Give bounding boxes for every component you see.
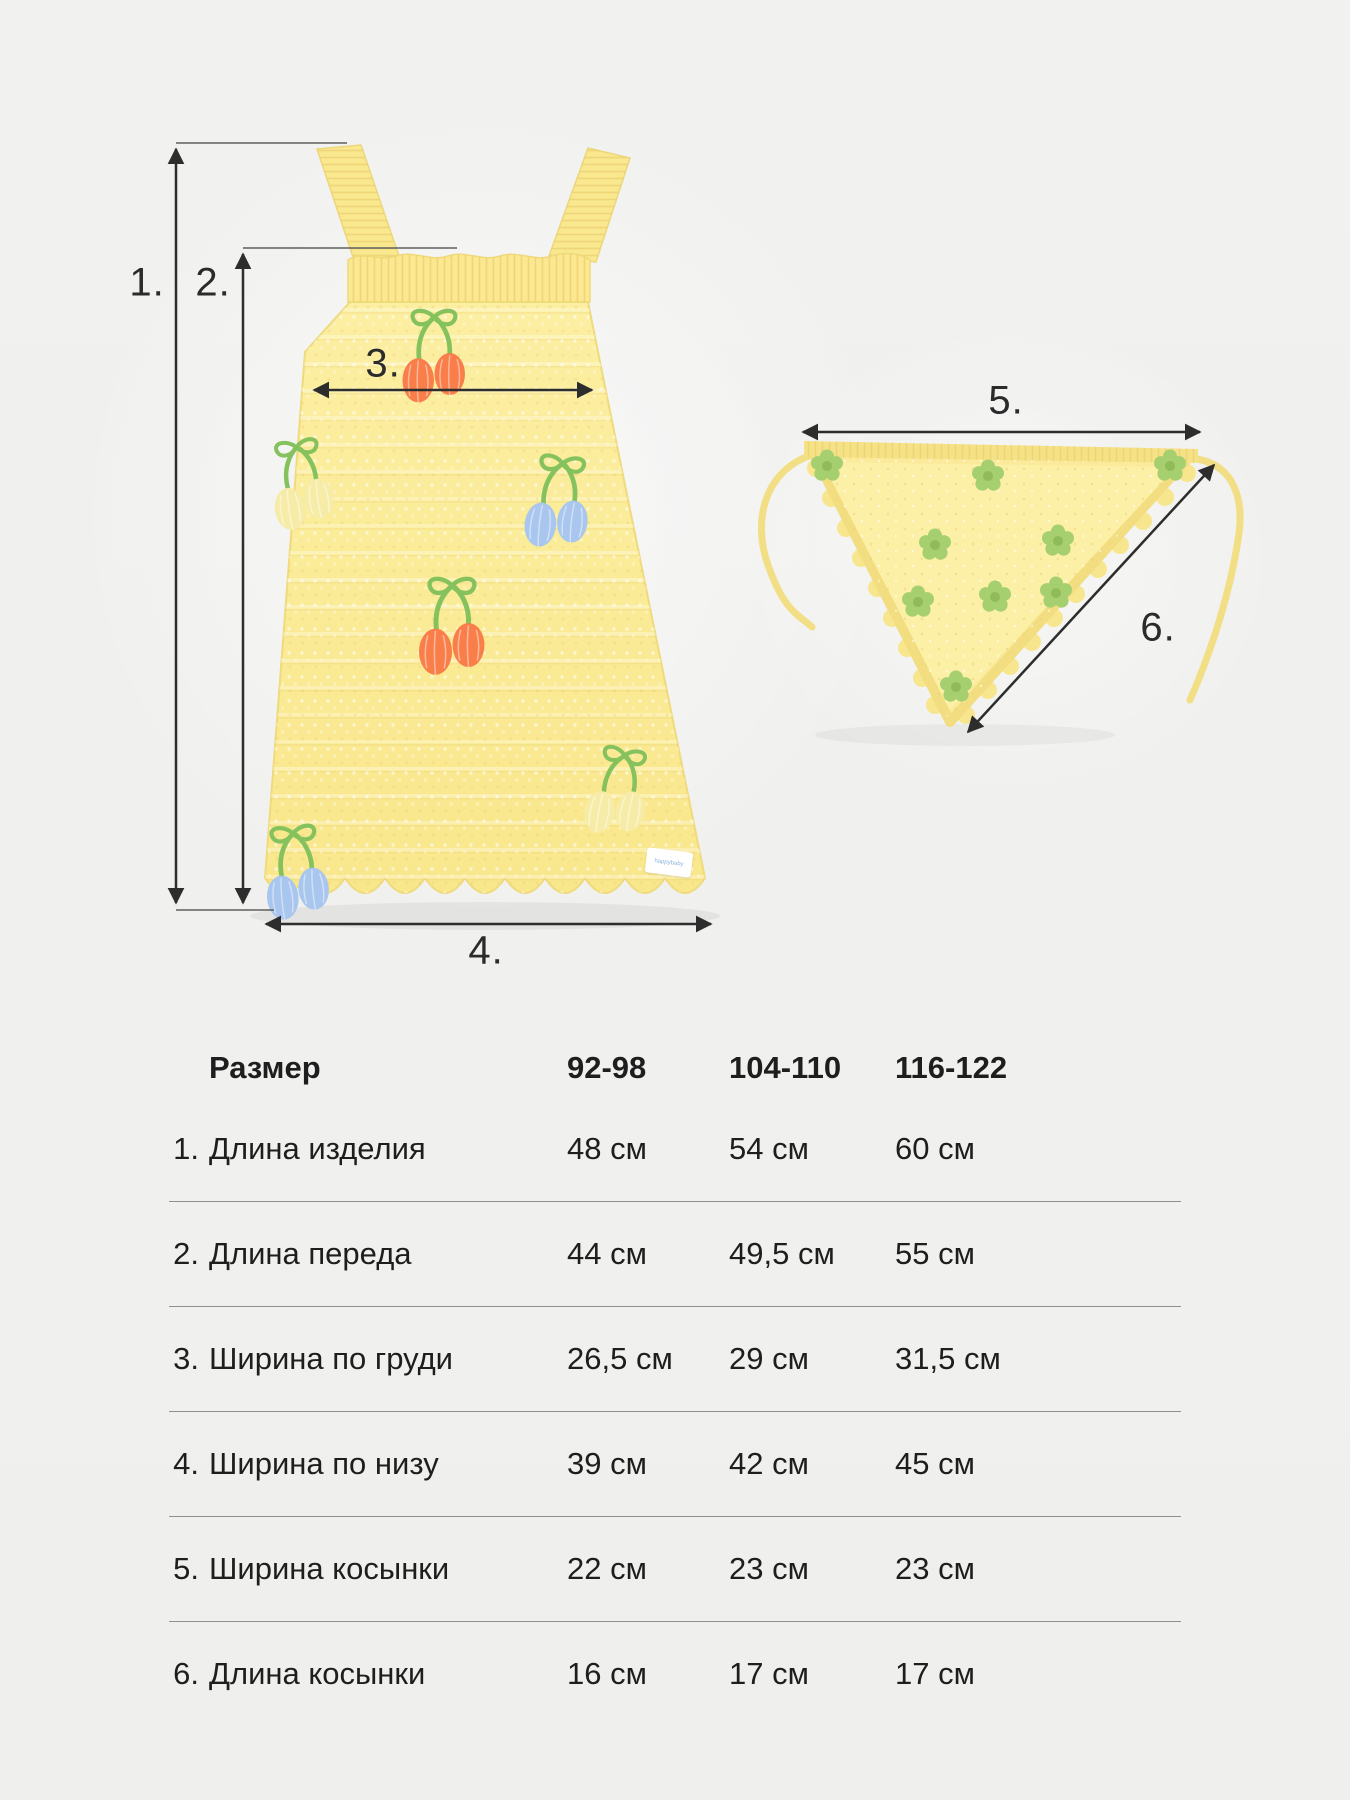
dim-label-2: 2. — [195, 260, 231, 305]
kerchief-tie-left — [761, 455, 812, 627]
row-value: 17 см — [729, 1656, 809, 1691]
table-row — [169, 1516, 1181, 1621]
row-value: 23 см — [895, 1551, 975, 1586]
dress-bodice-band — [348, 253, 590, 302]
row-value: 49,5 см — [729, 1236, 835, 1271]
table-header-row — [169, 1040, 1181, 1096]
row-value: 39 см — [567, 1446, 647, 1481]
row-label: 4. Ширина по низу — [173, 1446, 439, 1481]
table-row — [169, 1201, 1181, 1306]
table-header-col-92-98: 92-98 — [567, 1050, 647, 1085]
row-value: 29 см — [729, 1341, 809, 1376]
dress-illustration — [261, 145, 705, 921]
row-value: 16 см — [567, 1656, 647, 1691]
row-value: 42 см — [729, 1446, 809, 1481]
table-row — [169, 1621, 1181, 1726]
row-label: 2. Длина переда — [173, 1236, 412, 1271]
table-row — [169, 1096, 1181, 1201]
table-header-size: Размер — [209, 1050, 321, 1085]
row-label: 5. Ширина косынки — [173, 1551, 450, 1586]
row-value: 31,5 см — [895, 1341, 1001, 1376]
row-value: 26,5 см — [567, 1341, 673, 1376]
size-table — [169, 1040, 1181, 1726]
row-value: 48 см — [567, 1130, 647, 1166]
dim-label-5: 5. — [988, 378, 1024, 423]
dim-label-3: 3. — [365, 341, 401, 386]
table-header-col-116-122: 116-122 — [895, 1050, 1008, 1085]
row-value: 45 см — [895, 1446, 975, 1481]
table-row — [169, 1411, 1181, 1516]
row-label: 3. Ширина по груди — [173, 1341, 453, 1376]
dim-label-4: 4. — [468, 928, 504, 973]
row-value: 17 см — [895, 1656, 975, 1691]
row-value: 54 см — [729, 1130, 809, 1166]
dim-label-1: 1. — [129, 260, 165, 305]
row-value: 23 см — [729, 1551, 809, 1586]
kerchief-tie-right — [1190, 458, 1240, 700]
table-header-col-104-110: 104-110 — [729, 1050, 842, 1085]
dim-label-6: 6. — [1140, 605, 1176, 650]
brand-tag: happybaby — [645, 847, 694, 877]
row-value: 22 см — [567, 1551, 647, 1586]
row-value: 60 см — [895, 1130, 975, 1166]
kerchief-illustration — [761, 441, 1240, 724]
row-label: 1. Длина изделия — [173, 1130, 426, 1166]
table-row — [169, 1306, 1181, 1411]
dress-straps — [317, 145, 630, 262]
row-value: 44 см — [567, 1236, 647, 1271]
row-label: 6. Длина косынки — [173, 1656, 426, 1691]
row-value: 55 см — [895, 1236, 975, 1271]
